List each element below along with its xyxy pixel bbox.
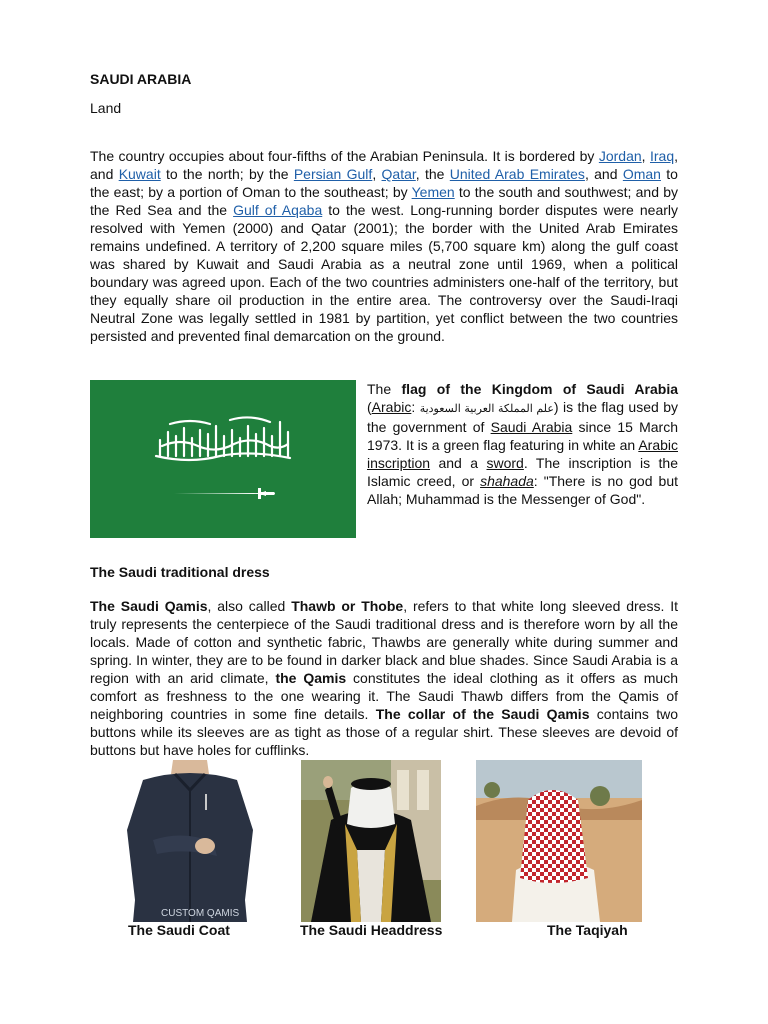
saudi-coat-figure-icon [113,760,267,922]
link-gulf-of-aqaba[interactable]: Gulf of Aqaba [233,202,323,218]
link-sword[interactable]: sword [486,455,524,471]
photo-watermark: CUSTOM QAMIS [161,908,240,919]
dress-heading: The Saudi traditional dress [90,564,270,580]
section-label: Land [90,100,122,116]
link-kuwait[interactable]: Kuwait [118,166,161,182]
link-arabic[interactable]: Arabic [371,399,412,415]
link-shahada[interactable]: shahada [480,473,534,489]
taqiyah-figure-icon [476,760,642,922]
saudi-flag-graphic [90,380,356,538]
taqiyah-photo [476,760,642,922]
link-jordan[interactable]: Jordan [598,148,642,164]
link-arabic-language[interactable]: Arabic [638,437,678,453]
saudi-coat-photo [113,760,267,922]
land-paragraph: The country occupies about four-fifths of the Arabian Peninsula. It is bordered by Jordan, Iraq, and Kuwait to the north; by the Persian Gulf, Qatar, the United Arab Emirates, and Oman to the east; by a portion of Oman to the southeast; by Yemen to the south and southwest; and by the Red Sea and the Gulf of Aqaba to the west. Long-running border disputes were nearly resolved with Yemen (2000) and Qatar (2001); the border with the United Arab Emirates remains undefined. A territory of 2,200 square miles (5,700 square km) along the gulf coast was shared by Kuwait and Saudi Arabia as a neutral zone until 1969, when a political boundary was agreed upon. Each of the two countries administers one-half of the territory, but they equally share oil production in the entire area. The controversy over the Saudi-Iraqi Neutral Zone was legally settled in 1981 by partition, yet conflict between the two countries persisted and prevented final demarcation on the ground. [90,148,679,344]
saudi-flag-image [90,380,356,538]
link-iraq[interactable]: Iraq [649,148,675,164]
saudi-headdress-figure-icon [301,760,441,922]
caption-saudi-coat: The Saudi Coat [128,922,230,938]
saudi-headdress-photo [301,760,441,922]
link-inscription[interactable]: inscription [367,455,431,471]
link-united-arab-emirates[interactable]: United Arab Emirates [449,166,585,182]
link-persian-gulf[interactable]: Persian Gulf [293,166,373,182]
caption-saudi-headdress: The Saudi Headdress [300,922,443,938]
document-title: SAUDI ARABIA [90,71,192,87]
dress-paragraph: The Saudi Qamis, also called Thawb or Thobe, refers to that white long sleeved dress. It truly represents the centerpiece of the Saudi traditional dress and is therefore worn by all the locals. Made of cotton and synthetic fabric, Thawbs are generally white during summer and spring. In winter, they are to be found in darker black and blue shades. Since Saudi Arabia is a region with an arid climate, the Qamis constitutes the ideal clothing as it offers as much comfort as freshness to the one wearing it. The Saudi Thawb differs from the Qamis of neighboring countries in some fine details. The collar of the Saudi Qamis contains two buttons while its sleeves are as tight as those of a regular shirt. These sleeves are devoid of buttons but have holes for cufflinks. [90,598,678,758]
link-saudi-arabia[interactable]: Saudi Arabia [490,419,573,435]
link-oman[interactable]: Oman [622,166,661,182]
link-qatar[interactable]: Qatar [381,166,416,182]
arabic-flag-name: علم المملكة العربية السعودية [419,403,554,415]
caption-taqiyah: The Taqiyah [547,922,628,938]
link-yemen[interactable]: Yemen [411,184,455,200]
flag-paragraph: The flag of the Kingdom of Saudi Arabia (Arabic: علم المملكة العربية السعودية) is the flag used by the government of Saudi Arabia since 15 March 1973. It is a green flag featuring in white an Arabic inscription and a sword. The inscription is the Islamic creed, or shahada: "There is no god but Allah; Muhammad is the Messenger of God". [367,381,678,507]
